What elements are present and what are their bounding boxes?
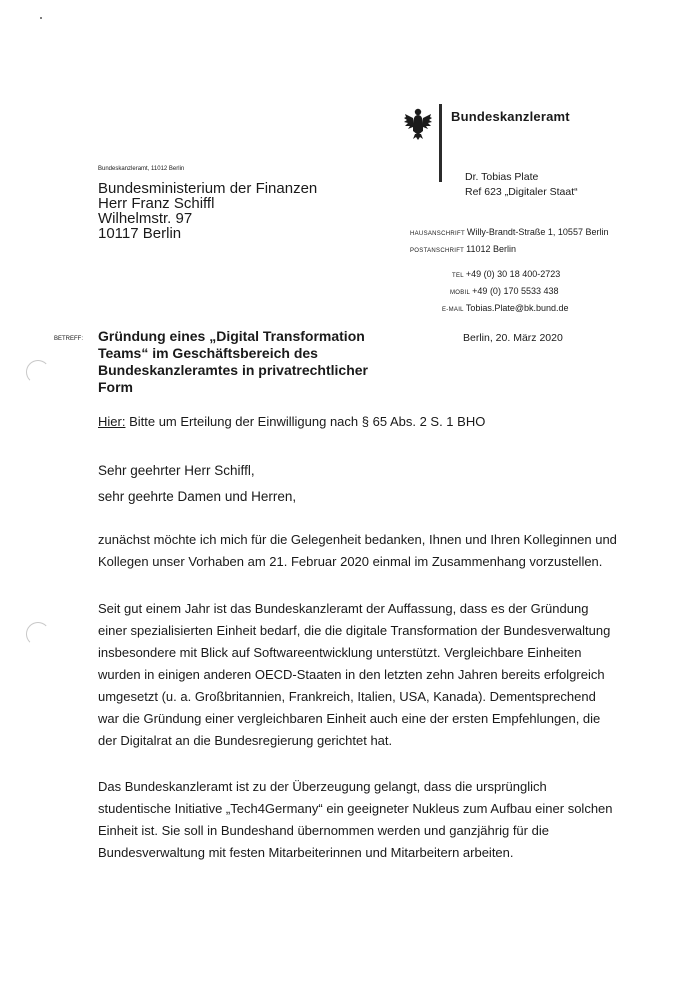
paragraph-line: war die Gründung einer vergleichbaren Einheit auch eine der ersten Empfehlungen, die — [98, 711, 601, 726]
contact-name: Dr. Tobias Plate — [465, 171, 539, 183]
body-paragraph-1 — [98, 529, 658, 573]
paragraph-line: Kollegen unser Vorhaben am 21. Februar 2020 einmal im Zusammenhang vorzustellen. — [98, 554, 603, 569]
paragraph-line: einer spezialisierten Einheit bedarf, die die digitale Transformation der Bundesverwaltung — [98, 623, 611, 638]
subject-line: Teams“ im Geschäftsbereich des — [98, 345, 318, 361]
contact-row-house — [410, 225, 608, 242]
recipient-line: Bundesministerium der Finanzen — [98, 180, 318, 197]
hier-text: Bitte um Erteilung der Einwilligung nach § 65 Abs. 2 S. 1 BHO — [125, 414, 486, 429]
paragraph-line: studentische Initiative „Tech4Germany“ ein geeigneter Nukleus zum Aufbau einer solchen — [98, 801, 613, 816]
punch-hole-mark — [26, 360, 50, 384]
email-value: Tobias.Plate@bk.bund.de — [465, 303, 569, 313]
subject-line: Bundeskanzleramtes in privatrechtlicher — [98, 362, 368, 378]
postal-label: POSTANSCHRIFT — [410, 248, 465, 254]
recipient-address — [98, 181, 317, 241]
scan-speck — [40, 17, 42, 19]
recipient-line: 10117 Berlin — [98, 225, 182, 242]
salutation-line: sehr geehrte Damen und Herren, — [98, 489, 297, 504]
paragraph-line: insbesondere mit Blick auf Softwareentwicklung unterstützt. Vergleichbare Einheiten — [98, 645, 582, 660]
letterhead-divider-bar — [439, 104, 442, 182]
paragraph-line: zunächst möchte ich mich für die Gelegenheit bedanken, Ihnen und Ihren Kolleginnen und — [98, 532, 617, 547]
contact-row-postal — [410, 242, 608, 259]
hier-label: Hier: — [98, 414, 126, 429]
email-label: E-MAIL — [442, 307, 464, 313]
house-label: HAUSANSCHRIFT — [410, 231, 465, 237]
letter-date: Berlin, 20. März 2020 — [463, 332, 563, 344]
salutation-line: Sehr geehrter Herr Schiffl, — [98, 463, 255, 478]
body-paragraph-2 — [98, 598, 658, 752]
tel-label: TEL — [452, 273, 464, 279]
mobil-value: +49 (0) 170 5533 438 — [472, 286, 559, 296]
subject-line: Form — [98, 379, 133, 395]
subject — [98, 328, 388, 396]
recipient-line: Herr Franz Schiffl — [98, 195, 215, 212]
paragraph-line: umgesetzt (u. a. Großbritannien, Frankreich, Italien, USA, Kanada). Dementsprechend — [98, 689, 596, 704]
federal-eagle-logo — [403, 106, 433, 140]
paragraph-line: wurden in einigen anderen OECD-Staaten in den letzten zehn Jahren bereits erfolgreich — [98, 667, 605, 682]
house-value: Willy-Brandt-Straße 1, 10557 Berlin — [466, 227, 609, 237]
mobil-label: MOBIL — [450, 290, 471, 296]
paragraph-line: Bundesverwaltung mit festen Mitarbeiterinnen und Mitarbeitern arbeiten. — [98, 845, 514, 860]
contact-row-mobil — [410, 284, 608, 301]
punch-hole-mark — [26, 622, 50, 646]
paragraph-line: Seit gut einem Jahr ist das Bundeskanzleramt der Auffassung, dass es der Gründung — [98, 601, 589, 616]
postal-value: 11012 Berlin — [466, 244, 516, 254]
subject-line: Gründung eines „Digital Transformation — [98, 328, 365, 344]
contact-unit: Ref 623 „Digitaler Staat“ — [465, 186, 578, 198]
salutation — [98, 458, 296, 510]
paragraph-line: Einheit ist. Sie soll in Bundeshand übernommen werden und ganzjährig für die — [98, 823, 549, 838]
paragraph-line: der Digitalrat an die Bundesregierung gerichtet hat. — [98, 733, 393, 748]
sender-return-address: Bundeskanzleramt, 11012 Berlin — [98, 166, 185, 172]
recipient-line: Wilhelmstr. 97 — [98, 210, 193, 227]
subject-label: BETREFF: — [54, 336, 84, 342]
reference-line — [98, 414, 485, 429]
contact-row-tel — [410, 267, 608, 284]
body-paragraph-3 — [98, 776, 658, 864]
organization-name: Bundeskanzleramt — [451, 109, 570, 124]
paragraph-line: Das Bundeskanzleramt ist zu der Überzeugung gelangt, dass die ursprünglich — [98, 779, 547, 794]
contact-row-email — [410, 301, 608, 318]
contact-person — [465, 170, 578, 200]
tel-value: +49 (0) 30 18 400-2723 — [465, 269, 561, 279]
contact-details — [410, 225, 608, 318]
